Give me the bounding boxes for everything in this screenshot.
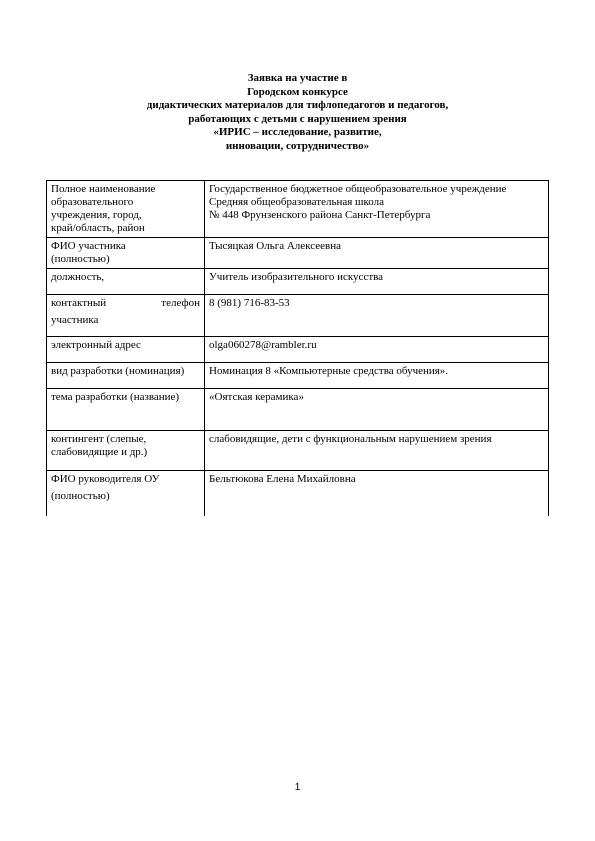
field-label-email: [47, 337, 205, 363]
table-row: [47, 363, 549, 389]
value-line: Номинация 8 «Компьютерные средства обучения».: [209, 365, 449, 377]
table-row: [47, 295, 549, 337]
table-row: [47, 389, 549, 431]
label-line: (полностью): [51, 253, 110, 265]
label-line: Полное наименование: [51, 183, 156, 195]
field-value-contingent: [205, 431, 549, 471]
field-label-participant-name: [47, 238, 205, 269]
value-line: Учитель изобразительного искусства: [209, 271, 384, 283]
field-value-participant-name: [205, 238, 549, 269]
field-value-email: [205, 337, 549, 363]
table-row: [47, 269, 549, 295]
value-line: Средняя общеобразовательная школа: [209, 196, 385, 208]
page-number: 1: [294, 782, 301, 793]
value-line: № 448 Фрунзенского района Санкт-Петербурга: [209, 209, 431, 221]
label-line: должность,: [51, 271, 105, 283]
label-line: тема разработки (название): [51, 391, 180, 403]
label-line: образовательного: [51, 196, 134, 208]
title-line: Городском конкурсе: [247, 85, 348, 98]
label-line: край/область, район: [51, 222, 145, 234]
field-label-institution: [47, 181, 205, 238]
field-value-position: [205, 269, 549, 295]
field-value-institution: [205, 181, 549, 238]
label-line: ФИО руководителя ОУ: [51, 473, 160, 485]
title-line: дидактических материалов для тифлопедагогов и педагогов,: [146, 99, 449, 111]
label-line: ФИО участника: [51, 240, 126, 252]
title-line: Заявка на участие в: [247, 72, 348, 84]
field-value-phone: [205, 295, 549, 337]
value-line: Тысяцкая Ольга Алексеевна: [209, 240, 341, 252]
value-line: 8 (981) 716-83-53: [209, 297, 290, 309]
field-label-nomination: [47, 363, 205, 389]
value-line: Бельтюкова Елена Михайловна: [209, 473, 356, 485]
label-line: учреждения, город,: [51, 209, 142, 221]
value-line: Государственное бюджетное общеобразовательное учреждение: [209, 183, 507, 195]
table-row: [47, 337, 549, 363]
label-line: [51, 297, 200, 310]
label-line: (полностью): [51, 490, 110, 502]
label-line: вид разработки (номинация): [51, 365, 185, 377]
application-form-table: [46, 180, 549, 516]
label-line: электронный адрес: [51, 339, 141, 351]
table-row: [47, 181, 549, 238]
label-word: контактный: [51, 297, 107, 309]
label-word: телефон: [161, 297, 200, 309]
table-row: [47, 238, 549, 269]
title-line: инновации, сотрудничество»: [225, 139, 370, 152]
table-row: [47, 471, 549, 516]
field-label-phone: [47, 295, 205, 337]
value-line: «Оятская керамика»: [209, 391, 304, 403]
field-value-topic: [205, 389, 549, 431]
field-label-head: [47, 471, 205, 516]
label-line: контингент (слепые,: [51, 433, 147, 445]
value-line: слабовидящие, дети с функциональным нарушением зрения: [209, 433, 492, 445]
label-line: слабовидящие и др.): [51, 446, 148, 458]
application-title: [0, 72, 595, 153]
title-line: «ИРИС – исследование, развитие,: [213, 126, 382, 138]
table-row: [47, 431, 549, 471]
field-label-topic: [47, 389, 205, 431]
field-value-nomination: [205, 363, 549, 389]
title-line: работающих с детьми с нарушением зрения: [188, 112, 407, 125]
field-value-head: [205, 471, 549, 516]
value-line: olga060278@rambler.ru: [209, 339, 317, 351]
field-label-position: [47, 269, 205, 295]
label-line: участника: [51, 314, 99, 326]
field-label-contingent: [47, 431, 205, 471]
